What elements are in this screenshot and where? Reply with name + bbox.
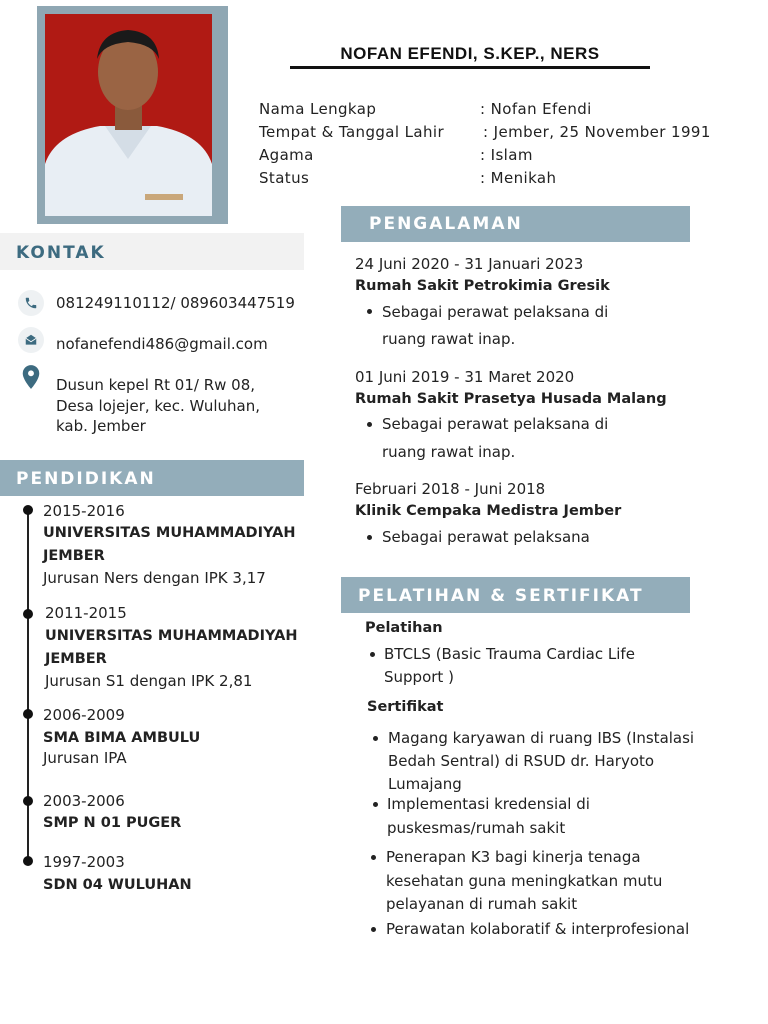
pendidikan-title: PENDIDIKAN (16, 469, 156, 489)
sertifikat-item-cont: Lumajang (388, 775, 462, 793)
exp-date: Februari 2018 - Juni 2018 (355, 480, 546, 498)
edu-years: 2003-2006 (43, 792, 125, 810)
bullet-dot (371, 927, 376, 932)
contact-phone[interactable]: 081249110112/ 089603447519 (56, 294, 295, 312)
sertifikat-item: Penerapan K3 bagi kinerja tenaga (386, 848, 641, 866)
contact-email[interactable]: nofanefendi486@gmail.com (56, 335, 268, 353)
info-value-birth: : Jember, 25 November 1991 (483, 123, 711, 141)
exp-desc-cont: ruang rawat inap. (382, 330, 516, 348)
pelatihan-item: BTCLS (Basic Trauma Cardiac Life (384, 645, 635, 663)
photo-frame (37, 6, 228, 224)
timeline-dot (23, 505, 33, 515)
profile-photo (45, 14, 212, 216)
info-value-name: : Nofan Efendi (480, 100, 592, 118)
exp-place: Rumah Sakit Petrokimia Gresik (355, 278, 610, 294)
exp-place: Rumah Sakit Prasetya Husada Malang (355, 391, 667, 407)
edu-school-cont: JEMBER (43, 548, 105, 564)
page-title: NOFAN EFENDI, S.KEP., NERS (340, 44, 600, 63)
contact-address-line-2: Desa lojejer, kec. Wuluhan, (56, 397, 261, 415)
sertifikat-item-cont: Bedah Sentral) di RSUD dr. Haryoto (388, 752, 655, 770)
timeline-dot (23, 796, 33, 806)
email-icon (18, 327, 44, 353)
edu-detail: Jurusan Ners dengan IPK 3,17 (43, 569, 266, 587)
exp-desc-cont: ruang rawat inap. (382, 443, 516, 461)
sertifikat-item: Implementasi kredensial di (387, 795, 590, 813)
timeline-dot (23, 856, 33, 866)
pendidikan-header-band (0, 460, 304, 496)
sertifikat-item: Perawatan kolaboratif & interprofesional (386, 920, 690, 938)
phone-icon (18, 290, 44, 316)
contact-address-line-1: Dusun kepel Rt 01/ Rw 08, (56, 376, 256, 394)
bullet-dot (370, 652, 375, 657)
pengalaman-header-band (341, 206, 690, 242)
exp-desc: Sebagai perawat pelaksana di (382, 303, 609, 321)
bullet-dot (367, 309, 372, 314)
edu-detail: Jurusan S1 dengan IPK 2,81 (45, 672, 253, 690)
pengalaman-title: PENGALAMAN (369, 214, 523, 234)
sertifikat-item-cont: puskesmas/rumah sakit (387, 819, 566, 837)
sertifikat-item: Magang karyawan di ruang IBS (Instalasi (388, 729, 695, 747)
edu-years: 1997-2003 (43, 853, 125, 871)
edu-years: 2015-2016 (43, 502, 125, 520)
edu-school: UNIVERSITAS MUHAMMADIYAH (45, 628, 298, 644)
edu-school: UNIVERSITAS MUHAMMADIYAH (43, 525, 296, 541)
edu-detail: Jurusan IPA (43, 749, 127, 767)
sertifikat-item-cont: kesehatan guna meningkatkan mutu (386, 872, 663, 890)
edu-school: SMP N 01 PUGER (43, 815, 182, 831)
timeline-dot (23, 709, 33, 719)
location-pin-icon (20, 364, 42, 390)
info-label-religion: Agama (259, 146, 314, 164)
pelatihan-header-band (341, 577, 690, 613)
bullet-dot (373, 736, 378, 741)
info-label-birth: Tempat & Tanggal Lahir (259, 123, 445, 141)
info-label-name: Nama Lengkap (259, 100, 377, 118)
title-underline (290, 66, 650, 69)
contact-address-line-3: kab. Jember (56, 417, 146, 435)
exp-desc: Sebagai perawat pelaksana di (382, 415, 609, 433)
exp-date: 01 Juni 2019 - 31 Maret 2020 (355, 368, 575, 386)
pelatihan-title: PELATIHAN & SERTIFIKAT (358, 586, 644, 606)
pelatihan-item-cont: Support ) (384, 668, 454, 686)
bullet-dot (367, 535, 372, 540)
kontak-title: KONTAK (16, 243, 106, 263)
person-portrait-icon (45, 14, 212, 216)
edu-school: SDN 04 WULUHAN (43, 877, 192, 893)
edu-school: SMA BIMA AMBULU (43, 730, 201, 746)
edu-years: 2011-2015 (45, 604, 127, 622)
info-value-religion: : Islam (480, 146, 533, 164)
pelatihan-subheading: Pelatihan (365, 620, 443, 636)
exp-date: 24 Juni 2020 - 31 Januari 2023 (355, 255, 584, 273)
sertifikat-subheading: Sertifikat (367, 699, 444, 715)
education-timeline (27, 510, 29, 862)
exp-desc: Sebagai perawat pelaksana (382, 528, 590, 546)
bullet-dot (373, 802, 378, 807)
exp-place: Klinik Cempaka Medistra Jember (355, 503, 622, 519)
info-label-status: Status (259, 169, 310, 187)
bullet-dot (371, 855, 376, 860)
timeline-dot (23, 609, 33, 619)
info-value-status: : Menikah (480, 169, 557, 187)
edu-school-cont: JEMBER (45, 651, 107, 667)
edu-years: 2006-2009 (43, 706, 125, 724)
bullet-dot (367, 422, 372, 427)
sertifikat-item-cont: pelayanan di rumah sakit (386, 895, 578, 913)
